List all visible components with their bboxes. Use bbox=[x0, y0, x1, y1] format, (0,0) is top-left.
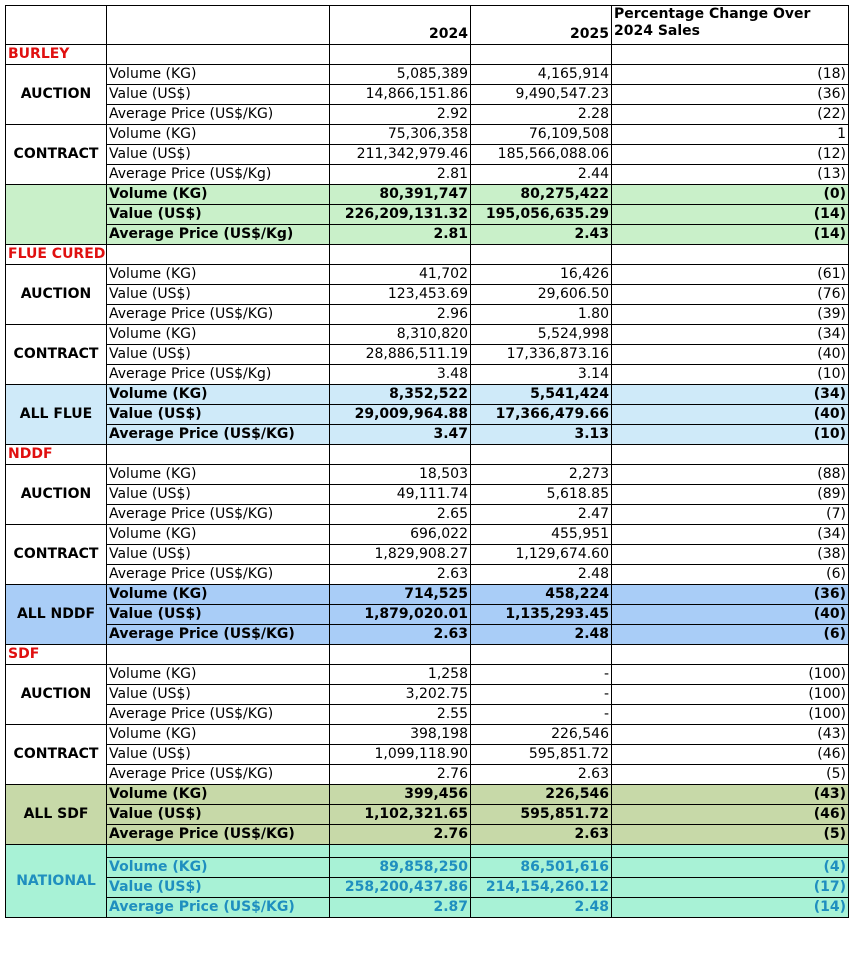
national-row bbox=[6, 858, 849, 878]
header-2025: 2025 bbox=[471, 6, 612, 45]
value-2025-cell: 2.48 bbox=[471, 565, 612, 585]
percentage-change-cell: (18) bbox=[612, 65, 849, 85]
percentage-change-cell: (5) bbox=[612, 825, 849, 845]
auction-row bbox=[6, 465, 849, 485]
value-2024-cell: 226,209,131.32 bbox=[330, 205, 471, 225]
auction-row bbox=[6, 305, 849, 325]
value-2024-cell: 2.87 bbox=[330, 898, 471, 918]
value-2024-cell: 1,258 bbox=[330, 665, 471, 685]
value-2024-cell: 49,111.74 bbox=[330, 485, 471, 505]
section-title: FLUE CURED bbox=[6, 245, 107, 265]
metric-cell: Average Price (US$/Kg) bbox=[107, 225, 330, 245]
value-2025-cell: 3.13 bbox=[471, 425, 612, 445]
value-2025-cell: 5,618.85 bbox=[471, 485, 612, 505]
empty-cell bbox=[471, 845, 612, 858]
value-2025-cell: 1.80 bbox=[471, 305, 612, 325]
metric-cell: Value (US$) bbox=[107, 685, 330, 705]
percentage-change-cell: 1 bbox=[612, 125, 849, 145]
metric-cell: Value (US$) bbox=[107, 85, 330, 105]
table-body bbox=[6, 6, 849, 918]
metric-cell: Volume (KG) bbox=[107, 525, 330, 545]
national-gap-row bbox=[6, 845, 849, 858]
value-2024-cell: 80,391,747 bbox=[330, 185, 471, 205]
section-total-label: ALL FLUE bbox=[6, 385, 107, 445]
percentage-change-cell: (36) bbox=[612, 85, 849, 105]
contract-label: CONTRACT bbox=[6, 325, 107, 385]
section-total-row bbox=[6, 625, 849, 645]
value-2024-cell: 3.48 bbox=[330, 365, 471, 385]
national-label: NATIONAL bbox=[6, 845, 107, 918]
value-2024-cell: 41,702 bbox=[330, 265, 471, 285]
value-2025-cell: 9,490,547.23 bbox=[471, 85, 612, 105]
section-total-row bbox=[6, 585, 849, 605]
metric-cell: Value (US$) bbox=[107, 878, 330, 898]
metric-cell: Volume (KG) bbox=[107, 385, 330, 405]
percentage-change-cell: (5) bbox=[612, 765, 849, 785]
percentage-change-cell: (43) bbox=[612, 725, 849, 745]
percentage-change-cell: (6) bbox=[612, 625, 849, 645]
value-2024-cell: 28,886,511.19 bbox=[330, 345, 471, 365]
empty-cell bbox=[612, 445, 849, 465]
section-total-row bbox=[6, 205, 849, 225]
value-2025-cell: 17,366,479.66 bbox=[471, 405, 612, 425]
contract-row bbox=[6, 525, 849, 545]
value-2025-cell: 2.48 bbox=[471, 898, 612, 918]
value-2025-cell: 5,541,424 bbox=[471, 385, 612, 405]
section-title: NDDF bbox=[6, 445, 107, 465]
percentage-change-cell: (14) bbox=[612, 225, 849, 245]
value-2024-cell: 75,306,358 bbox=[330, 125, 471, 145]
metric-cell: Value (US$) bbox=[107, 145, 330, 165]
percentage-change-cell: (0) bbox=[612, 185, 849, 205]
empty-cell bbox=[612, 845, 849, 858]
metric-cell: Volume (KG) bbox=[107, 665, 330, 685]
value-2024-cell: 1,102,321.65 bbox=[330, 805, 471, 825]
value-2025-cell: 17,336,873.16 bbox=[471, 345, 612, 365]
value-2024-cell: 2.81 bbox=[330, 165, 471, 185]
metric-cell: Value (US$) bbox=[107, 405, 330, 425]
value-2025-cell: 185,566,088.06 bbox=[471, 145, 612, 165]
value-2025-cell: 2.47 bbox=[471, 505, 612, 525]
auction-label: AUCTION bbox=[6, 65, 107, 125]
value-2024-cell: 1,829,908.27 bbox=[330, 545, 471, 565]
contract-label: CONTRACT bbox=[6, 125, 107, 185]
section-total-row bbox=[6, 405, 849, 425]
value-2024-cell: 3,202.75 bbox=[330, 685, 471, 705]
tobacco-sales-table bbox=[5, 5, 849, 918]
percentage-change-cell: (46) bbox=[612, 805, 849, 825]
metric-cell: Average Price (US$/KG) bbox=[107, 305, 330, 325]
contract-row bbox=[6, 765, 849, 785]
metric-cell: Average Price (US$/KG) bbox=[107, 625, 330, 645]
value-2024-cell: 8,310,820 bbox=[330, 325, 471, 345]
value-2025-cell: 86,501,616 bbox=[471, 858, 612, 878]
section-title-row bbox=[6, 45, 849, 65]
value-2025-cell: 2.28 bbox=[471, 105, 612, 125]
contract-row bbox=[6, 365, 849, 385]
value-2024-cell: 2.63 bbox=[330, 565, 471, 585]
percentage-change-cell: (88) bbox=[612, 465, 849, 485]
section-total-row bbox=[6, 185, 849, 205]
auction-label: AUCTION bbox=[6, 265, 107, 325]
section-total-row bbox=[6, 225, 849, 245]
contract-row bbox=[6, 165, 849, 185]
auction-label: AUCTION bbox=[6, 465, 107, 525]
value-2025-cell: 76,109,508 bbox=[471, 125, 612, 145]
national-row bbox=[6, 898, 849, 918]
section-title-row bbox=[6, 245, 849, 265]
metric-cell: Value (US$) bbox=[107, 605, 330, 625]
section-total-label: ALL SDF bbox=[6, 785, 107, 845]
empty-cell bbox=[107, 45, 330, 65]
value-2025-cell: - bbox=[471, 665, 612, 685]
auction-label: AUCTION bbox=[6, 665, 107, 725]
metric-cell: Volume (KG) bbox=[107, 325, 330, 345]
empty-cell bbox=[471, 445, 612, 465]
percentage-change-cell: (39) bbox=[612, 305, 849, 325]
contract-row bbox=[6, 325, 849, 345]
auction-row bbox=[6, 505, 849, 525]
percentage-change-cell: (13) bbox=[612, 165, 849, 185]
metric-cell: Average Price (US$/KG) bbox=[107, 105, 330, 125]
value-2024-cell: 1,879,020.01 bbox=[330, 605, 471, 625]
metric-cell: Average Price (US$/KG) bbox=[107, 825, 330, 845]
percentage-change-cell: (14) bbox=[612, 205, 849, 225]
header-blank-category bbox=[6, 6, 107, 45]
value-2025-cell: 226,546 bbox=[471, 725, 612, 745]
value-2025-cell: - bbox=[471, 685, 612, 705]
metric-cell: Volume (KG) bbox=[107, 65, 330, 85]
auction-row bbox=[6, 685, 849, 705]
value-2025-cell: 455,951 bbox=[471, 525, 612, 545]
value-2025-cell: 2.63 bbox=[471, 825, 612, 845]
percentage-change-cell: (34) bbox=[612, 385, 849, 405]
metric-cell: Average Price (US$/KG) bbox=[107, 425, 330, 445]
value-2024-cell: 258,200,437.86 bbox=[330, 878, 471, 898]
percentage-change-cell: (43) bbox=[612, 785, 849, 805]
percentage-change-cell: (34) bbox=[612, 325, 849, 345]
empty-cell bbox=[107, 645, 330, 665]
contract-label: CONTRACT bbox=[6, 525, 107, 585]
value-2025-cell: 195,056,635.29 bbox=[471, 205, 612, 225]
percentage-change-cell: (40) bbox=[612, 605, 849, 625]
empty-cell bbox=[330, 845, 471, 858]
metric-cell: Average Price (US$/Kg) bbox=[107, 165, 330, 185]
value-2025-cell: 2,273 bbox=[471, 465, 612, 485]
value-2024-cell: 89,858,250 bbox=[330, 858, 471, 878]
value-2024-cell: 399,456 bbox=[330, 785, 471, 805]
empty-cell bbox=[471, 45, 612, 65]
contract-row bbox=[6, 545, 849, 565]
value-2024-cell: 123,453.69 bbox=[330, 285, 471, 305]
section-title-row bbox=[6, 645, 849, 665]
value-2025-cell: 2.63 bbox=[471, 765, 612, 785]
percentage-change-cell: (17) bbox=[612, 878, 849, 898]
metric-cell: Value (US$) bbox=[107, 745, 330, 765]
contract-row bbox=[6, 125, 849, 145]
header-row bbox=[6, 6, 849, 45]
percentage-change-cell: (38) bbox=[612, 545, 849, 565]
value-2025-cell: 80,275,422 bbox=[471, 185, 612, 205]
section-total-row bbox=[6, 785, 849, 805]
percentage-change-cell: (89) bbox=[612, 485, 849, 505]
percentage-change-cell: (7) bbox=[612, 505, 849, 525]
percentage-change-cell: (14) bbox=[612, 898, 849, 918]
auction-row bbox=[6, 65, 849, 85]
value-2024-cell: 2.81 bbox=[330, 225, 471, 245]
metric-cell: Average Price (US$/KG) bbox=[107, 705, 330, 725]
auction-row bbox=[6, 265, 849, 285]
value-2025-cell: 2.44 bbox=[471, 165, 612, 185]
empty-cell bbox=[471, 245, 612, 265]
percentage-change-cell: (61) bbox=[612, 265, 849, 285]
empty-cell bbox=[471, 645, 612, 665]
section-total-row bbox=[6, 385, 849, 405]
header-blank-metric bbox=[107, 6, 330, 45]
metric-cell: Value (US$) bbox=[107, 285, 330, 305]
value-2024-cell: 1,099,118.90 bbox=[330, 745, 471, 765]
auction-row bbox=[6, 665, 849, 685]
value-2025-cell: 1,129,674.60 bbox=[471, 545, 612, 565]
percentage-change-cell: (34) bbox=[612, 525, 849, 545]
value-2024-cell: 14,866,151.86 bbox=[330, 85, 471, 105]
value-2025-cell: 214,154,260.12 bbox=[471, 878, 612, 898]
metric-cell: Average Price (US$/KG) bbox=[107, 765, 330, 785]
value-2024-cell: 8,352,522 bbox=[330, 385, 471, 405]
value-2024-cell: 2.96 bbox=[330, 305, 471, 325]
value-2025-cell: 595,851.72 bbox=[471, 805, 612, 825]
percentage-change-cell: (76) bbox=[612, 285, 849, 305]
contract-row bbox=[6, 145, 849, 165]
contract-row bbox=[6, 565, 849, 585]
metric-cell: Value (US$) bbox=[107, 805, 330, 825]
percentage-change-cell: (22) bbox=[612, 105, 849, 125]
auction-row bbox=[6, 105, 849, 125]
empty-cell bbox=[107, 445, 330, 465]
value-2024-cell: 696,022 bbox=[330, 525, 471, 545]
value-2025-cell: 2.48 bbox=[471, 625, 612, 645]
empty-cell bbox=[612, 245, 849, 265]
value-2025-cell: 16,426 bbox=[471, 265, 612, 285]
value-2024-cell: 2.76 bbox=[330, 825, 471, 845]
value-2024-cell: 29,009,964.88 bbox=[330, 405, 471, 425]
value-2024-cell: 18,503 bbox=[330, 465, 471, 485]
value-2024-cell: 2.55 bbox=[330, 705, 471, 725]
percentage-change-cell: (100) bbox=[612, 685, 849, 705]
auction-row bbox=[6, 285, 849, 305]
metric-cell: Volume (KG) bbox=[107, 185, 330, 205]
section-total-row bbox=[6, 605, 849, 625]
value-2024-cell: 3.47 bbox=[330, 425, 471, 445]
value-2024-cell: 2.65 bbox=[330, 505, 471, 525]
value-2025-cell: 3.14 bbox=[471, 365, 612, 385]
value-2024-cell: 2.63 bbox=[330, 625, 471, 645]
value-2024-cell: 398,198 bbox=[330, 725, 471, 745]
value-2025-cell: 2.43 bbox=[471, 225, 612, 245]
metric-cell: Average Price (US$/Kg) bbox=[107, 365, 330, 385]
value-2025-cell: 4,165,914 bbox=[471, 65, 612, 85]
section-title: SDF bbox=[6, 645, 107, 665]
percentage-change-cell: (100) bbox=[612, 665, 849, 685]
metric-cell: Value (US$) bbox=[107, 545, 330, 565]
header-percentage-change: Percentage Change Over 2024 Sales bbox=[612, 6, 849, 45]
section-total-row bbox=[6, 825, 849, 845]
contract-label: CONTRACT bbox=[6, 725, 107, 785]
auction-row bbox=[6, 705, 849, 725]
metric-cell: Volume (KG) bbox=[107, 265, 330, 285]
value-2024-cell: 714,525 bbox=[330, 585, 471, 605]
metric-cell: Average Price (US$/KG) bbox=[107, 565, 330, 585]
percentage-change-cell: (12) bbox=[612, 145, 849, 165]
percentage-change-cell: (40) bbox=[612, 345, 849, 365]
empty-cell bbox=[330, 45, 471, 65]
metric-cell: Volume (KG) bbox=[107, 858, 330, 878]
empty-cell bbox=[612, 45, 849, 65]
percentage-change-cell: (46) bbox=[612, 745, 849, 765]
value-2024-cell: 211,342,979.46 bbox=[330, 145, 471, 165]
percentage-change-cell: (6) bbox=[612, 565, 849, 585]
metric-cell: Volume (KG) bbox=[107, 585, 330, 605]
metric-cell: Average Price (US$/KG) bbox=[107, 898, 330, 918]
contract-row bbox=[6, 725, 849, 745]
empty-cell bbox=[330, 445, 471, 465]
empty-cell bbox=[107, 245, 330, 265]
empty-cell bbox=[107, 845, 330, 858]
metric-cell: Value (US$) bbox=[107, 205, 330, 225]
percentage-change-cell: (100) bbox=[612, 705, 849, 725]
auction-row bbox=[6, 485, 849, 505]
section-total-row bbox=[6, 425, 849, 445]
percentage-change-cell: (40) bbox=[612, 405, 849, 425]
national-row bbox=[6, 878, 849, 898]
percentage-change-cell: (4) bbox=[612, 858, 849, 878]
empty-cell bbox=[330, 245, 471, 265]
metric-cell: Volume (KG) bbox=[107, 725, 330, 745]
contract-row bbox=[6, 345, 849, 365]
section-total-label bbox=[6, 185, 107, 245]
contract-row bbox=[6, 745, 849, 765]
percentage-change-cell: (10) bbox=[612, 425, 849, 445]
value-2024-cell: 2.92 bbox=[330, 105, 471, 125]
empty-cell bbox=[612, 645, 849, 665]
section-title-row bbox=[6, 445, 849, 465]
percentage-change-cell: (10) bbox=[612, 365, 849, 385]
value-2024-cell: 5,085,389 bbox=[330, 65, 471, 85]
section-title: BURLEY bbox=[6, 45, 107, 65]
empty-cell bbox=[330, 645, 471, 665]
value-2025-cell: 458,224 bbox=[471, 585, 612, 605]
auction-row bbox=[6, 85, 849, 105]
metric-cell: Value (US$) bbox=[107, 345, 330, 365]
percentage-change-cell: (36) bbox=[612, 585, 849, 605]
value-2025-cell: 29,606.50 bbox=[471, 285, 612, 305]
value-2025-cell: 226,546 bbox=[471, 785, 612, 805]
metric-cell: Volume (KG) bbox=[107, 785, 330, 805]
section-total-row bbox=[6, 805, 849, 825]
value-2025-cell: 5,524,998 bbox=[471, 325, 612, 345]
header-2024: 2024 bbox=[330, 6, 471, 45]
metric-cell: Volume (KG) bbox=[107, 465, 330, 485]
metric-cell: Volume (KG) bbox=[107, 125, 330, 145]
value-2025-cell: - bbox=[471, 705, 612, 725]
metric-cell: Value (US$) bbox=[107, 485, 330, 505]
value-2025-cell: 1,135,293.45 bbox=[471, 605, 612, 625]
value-2025-cell: 595,851.72 bbox=[471, 745, 612, 765]
metric-cell: Average Price (US$/KG) bbox=[107, 505, 330, 525]
section-total-label: ALL NDDF bbox=[6, 585, 107, 645]
value-2024-cell: 2.76 bbox=[330, 765, 471, 785]
